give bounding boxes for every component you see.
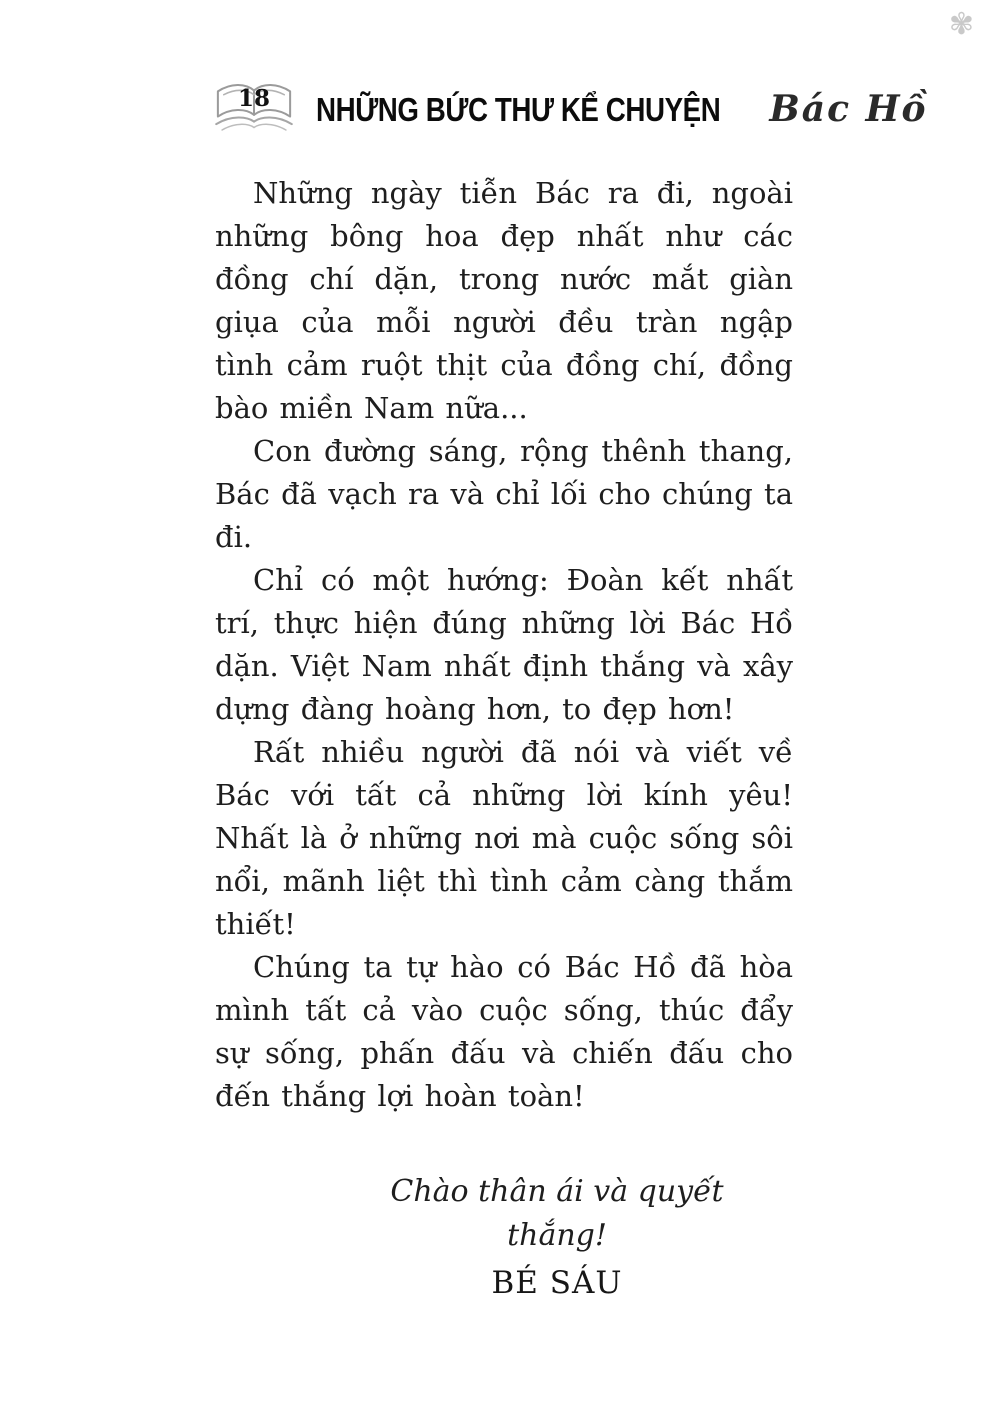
series-title: NHỮNG BỨC THƯ KỂ CHUYỆN [316,91,721,128]
paragraph: Con đường sáng, rộng thênh thang, Bác đã vạch ra và chỉ lối cho chúng ta đi. [215,434,793,554]
series-title-script: Bác Hồ [769,88,928,130]
paragraph: Chỉ có một hướng: Đoàn kết nhất trí, thực hiện đúng những lời Bác Hồ dặn. Việt Nam nhất định thắng và xây dựng đàng hoàng hơn, to đẹp hơn! [215,563,793,726]
open-book-icon [212,79,296,139]
letter-closing-block [345,1170,769,1306]
body-text-column [215,172,793,1306]
signature-name: BÉ SÁU [491,1265,623,1301]
page-number: 18 [237,85,271,112]
flower-ornament-icon: ✾ [948,7,974,42]
paragraph: Rất nhiều người đã nói và viết về Bác với tất cả những lời kính yêu! Nhất là ở những nơi mà cuộc sống sôi nổi, mãnh liệt thì tình cảm càng thắm thiết! [215,735,793,941]
paragraph: Những ngày tiễn Bác ra đi, ngoài những bông hoa đẹp nhất như các đồng chí dặn, trong nước mắt giàn giụa của mỗi người đều tràn ngập tình cảm ruột thịt của đồng chí, đồng bào miền Nam nữa... [215,176,793,425]
header-titles [316,88,928,130]
page-header [212,78,928,140]
paragraph: Chúng ta tự hào có Bác Hồ đã hòa mình tất cả vào cuộc sống, thúc đẩy sự sống, phấn đấu và chiến đấu cho đến thắng lợi hoàn toàn! [215,950,793,1113]
closing-salutation: Chào thân ái và quyết thắng! [390,1174,724,1253]
